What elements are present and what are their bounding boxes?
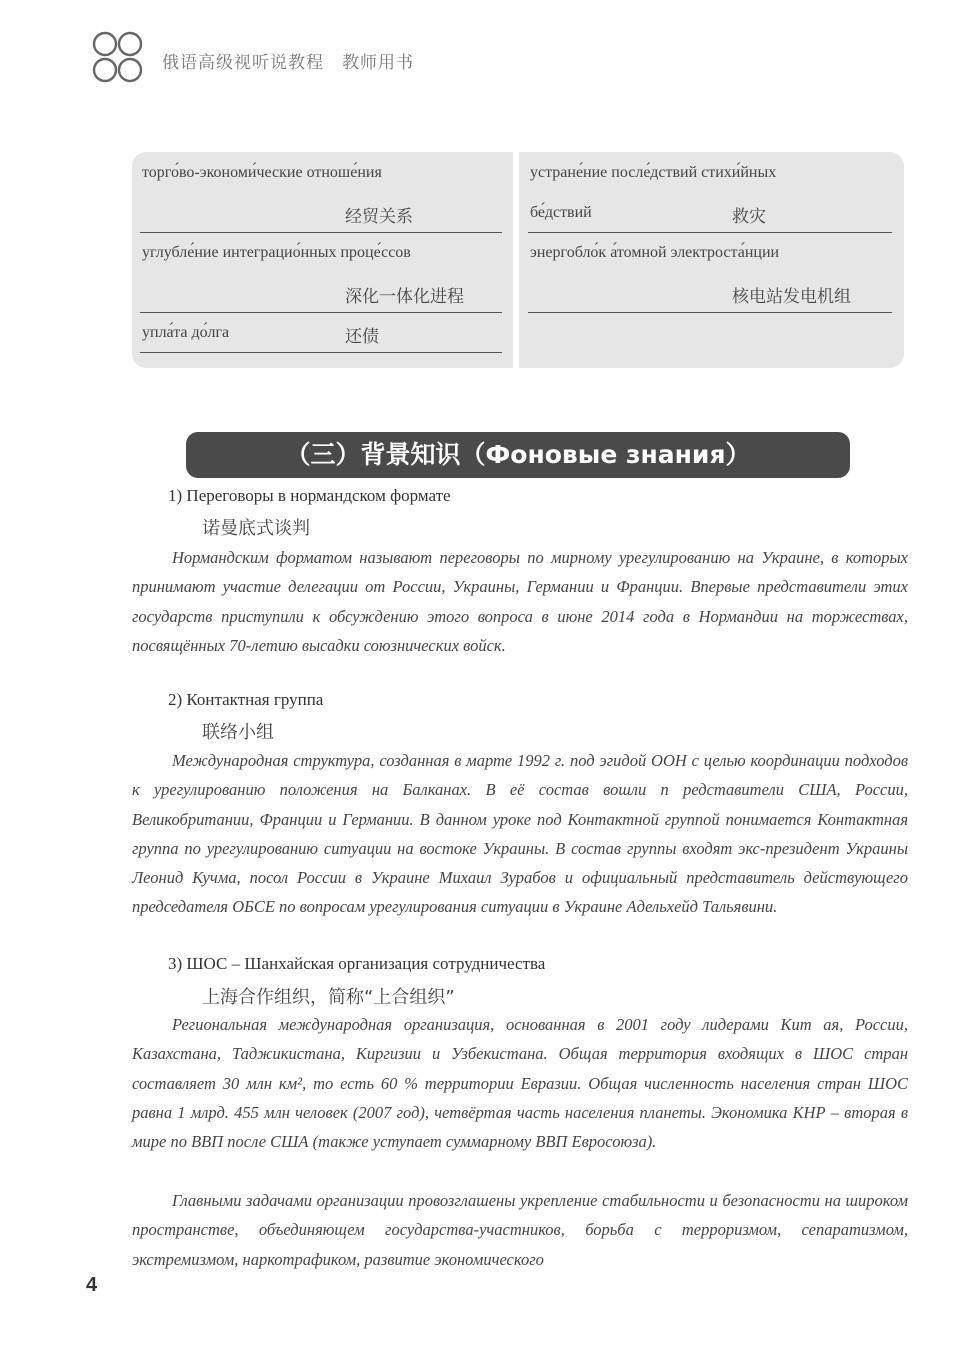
vocab-term-ru: энергобло́к а́томной электроста́нции (530, 244, 780, 261)
vocab-rule (528, 312, 892, 313)
vocab-term-ru: устране́ние после́дствий стихи́йных (530, 164, 777, 181)
item-cn: 联络小组 (202, 722, 274, 743)
vocab-term-ru: углубле́ние интеграцио́нных проце́ссов (142, 244, 411, 261)
vocab-term-cn: 经贸关系 (345, 207, 413, 227)
item-title: 2) Контактная группа (168, 690, 324, 709)
page-number: 4 (86, 1274, 98, 1296)
vocab-rule (140, 312, 502, 313)
vocab-term-cn: 深化一体化进程 (345, 287, 464, 307)
paragraph: Главными задачами организации провозглашены укрепление стабильности и безопасности на широком пространстве, объединяющем государства-участников, борьба с терроризмом, сепаратизмом, экстремизмом, наркотрафиком, развитие экономического (132, 1191, 908, 1269)
vocabulary-box (132, 152, 904, 368)
book-title: 俄语高级视听说教程 教师用书 (162, 53, 414, 73)
book-logo-icon (90, 30, 150, 86)
vocab-term-cn: 核电站发电机组 (732, 287, 851, 307)
section-heading (186, 432, 850, 478)
vocab-rule (140, 352, 502, 353)
vocab-term-ru: торго́во-экономи́ческие отноше́ния (142, 164, 382, 181)
section-title: （三）背景知识（Фоновые знания） (285, 440, 751, 469)
paragraph: Нормандским форматом называют переговоры по мирному урегулированию на Украине, в которых принимают участие делегации от России, Украины, Германии и Франции. Впервые представители этих государств приступили к обсуждению этого вопроса в июне 2014 года в Нормандии на торжествах, посвящённых 70-летию высадки союзнических войск. (132, 548, 908, 655)
page-header (90, 30, 490, 90)
item-title: 1) Переговоры в нормандском формате (168, 486, 451, 505)
paragraph: Международная структура, созданная в марте 1992 г. под эгидой ООН с целью координации подходов к урегулированию положения на Балканах. В её состав вошли п редставители США, России, Великобритании, Франции и Германии. В данном уроке под Контактной группой понимается Контактная группа по урегулированию ситуации на востоке Украины. В состав группы входят экс-президент Украины Леонид Кучма, посол России в Украине Михаил Зурабов и официальный представитель действующего председателя ОБСЕ по вопросам урегулирования ситуации в Украине Адельхейд Тальявини. (132, 751, 908, 917)
vocab-term-ru: бе́дствий (530, 204, 592, 221)
vocabulary-divider (513, 152, 519, 368)
vocab-rule (528, 232, 892, 233)
vocab-rule (140, 232, 502, 233)
vocab-term-cn: 还债 (345, 327, 379, 347)
paragraph: Региональная международная организация, основанная в 2001 году лидерами Кит ая, России, Казахстана, Таджикистана, Киргизии и Узбекистана. Общая территория входящих в ШОС стран составляет 30 млн км², то есть 60 % территории Евразии. Общая численность населения стран ШОС равна 1 млрд. 455 млн человек (2007 год), четвёртая часть населения планеты. Экономика КНР – вторая в мире по ВВП после США (также уступает суммарному ВВП Евросоюза). (132, 1015, 908, 1152)
item-cn: 诺曼底式谈判 (202, 518, 310, 539)
item-title: 3) ШОС – Шанхайская организация сотрудничества (168, 954, 546, 973)
vocab-term-ru: упла́та до́лга (142, 324, 230, 341)
vocab-term-cn: 救灾 (732, 207, 766, 227)
item-cn: 上海合作组织，简称“上合组织” (202, 987, 455, 1008)
